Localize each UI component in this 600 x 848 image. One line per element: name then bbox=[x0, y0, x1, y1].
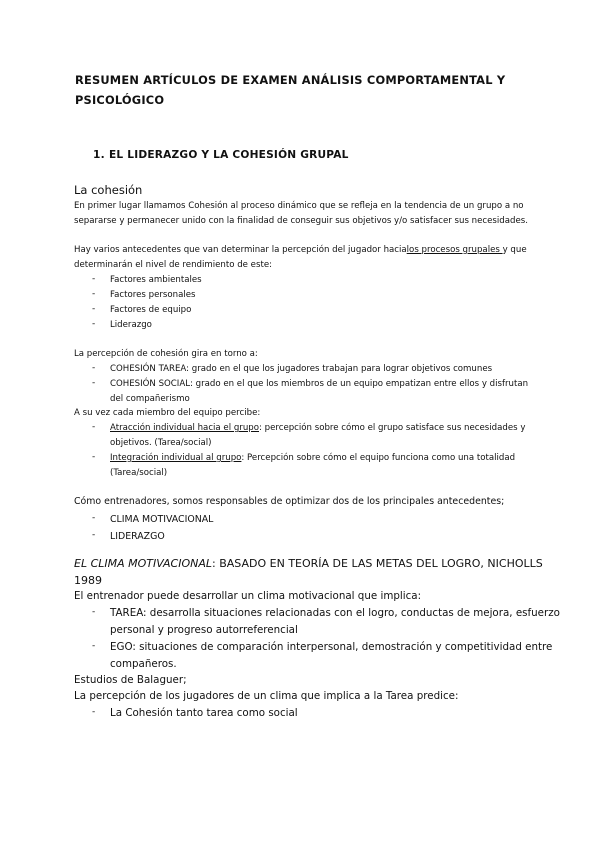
bullet-dash: - bbox=[92, 363, 96, 373]
coaches-item: LIDERAZGO bbox=[110, 531, 165, 542]
bullet-dash: - bbox=[92, 319, 96, 329]
integracion-text: : Percepción sobre cómo el equipo funciona como una totalidad bbox=[241, 453, 516, 463]
bullet-dash: - bbox=[92, 707, 96, 717]
atraccion-text: : percepción sobre cómo el grupo satisface sus necesidades y bbox=[259, 423, 526, 433]
clima-heading-rest: : BASADO EN TEORÍA DE LAS METAS DEL LOGRO, NICHOLLS bbox=[212, 557, 543, 570]
group-processes-link: los procesos grupales bbox=[406, 245, 503, 255]
clima-heading bbox=[74, 557, 543, 570]
section-title: EL LIDERAZGO Y LA COHESIÓN GRUPAL bbox=[109, 149, 349, 161]
coaches-item: CLIMA MOTIVACIONAL bbox=[110, 514, 214, 525]
predicts-item: La Cohesión tanto tarea como social bbox=[110, 707, 298, 719]
document-title-line2: PSICOLÓGICO bbox=[75, 93, 165, 107]
clima-ego-line2: compañeros. bbox=[110, 658, 177, 670]
clima-intro: El entrenador puede desarrollar un clima motivacional que implica: bbox=[74, 590, 422, 602]
bullet-dash: - bbox=[92, 513, 96, 523]
cohesion-definition-line2: separarse y permanecer unido con la finalidad de conseguir sus objetivos y/o satisfacer sus necesidades. bbox=[74, 216, 528, 226]
section-number: 1. bbox=[93, 149, 105, 161]
clima-tarea-line1: TAREA: desarrolla situaciones relacionadas con el logro, conductas de mejora, esfuerzo bbox=[110, 607, 560, 619]
cohesion-social-line2: del compañerismo bbox=[110, 394, 190, 404]
antecedents-line1 bbox=[74, 245, 527, 255]
bullet-dash: - bbox=[92, 530, 96, 540]
perception-intro: La percepción de cohesión gira en torno a: bbox=[74, 349, 258, 359]
atraccion-line2: objetivos. (Tarea/social) bbox=[110, 438, 212, 448]
cohesion-heading: La cohesión bbox=[74, 183, 143, 197]
bullet-dash: - bbox=[92, 452, 96, 462]
clima-tarea-line2: personal y progreso autorreferencial bbox=[110, 624, 298, 636]
clima-heading-italic: EL CLIMA MOTIVACIONAL bbox=[74, 557, 213, 570]
cohesion-social-line1: COHESIÓN SOCIAL: grado en el que los miembros de un equipo empatizan entre ellos y disfrutan bbox=[110, 379, 529, 389]
bullet-dash: - bbox=[92, 422, 96, 432]
bullet-dash: - bbox=[92, 304, 96, 314]
atraccion-line1 bbox=[110, 423, 525, 433]
document-title-line1: RESUMEN ARTÍCULOS DE EXAMEN ANÁLISIS COMPORTAMENTAL Y bbox=[75, 73, 506, 87]
cohesion-definition-line1: En primer lugar llamamos Cohesión al proceso dinámico que se refleja en la tendencia de un grupo a no bbox=[74, 201, 524, 211]
integracion-line1 bbox=[110, 453, 515, 463]
antecedents-line2: determinarán el nivel de rendimiento de este: bbox=[74, 260, 273, 270]
clima-ego-line1: EGO: situaciones de comparación interpersonal, demostración y competitividad entre bbox=[110, 641, 553, 653]
bullet-dash: - bbox=[92, 289, 96, 299]
predicts-intro: La percepción de los jugadores de un clima que implica a la Tarea predice: bbox=[74, 690, 459, 702]
factor-item: Factores ambientales bbox=[110, 275, 202, 285]
cohesion-tarea: COHESIÓN TAREA: grado en el que los jugadores trabajan para lograr objetivos comunes bbox=[110, 364, 493, 374]
bullet-dash: - bbox=[92, 607, 96, 617]
clima-year: 1989 bbox=[74, 574, 102, 587]
integracion-label: Integración individual al grupo bbox=[110, 453, 242, 463]
factor-item: Factores de equipo bbox=[110, 305, 192, 315]
bullet-dash: - bbox=[92, 274, 96, 284]
bullet-dash: - bbox=[92, 378, 96, 388]
integracion-line2: (Tarea/social) bbox=[110, 468, 168, 478]
studies-heading: Estudios de Balaguer; bbox=[74, 674, 187, 686]
antecedents-text: Hay varios antecedentes que van determinar la percepción del jugador hacia bbox=[74, 245, 407, 255]
coaches-intro: Cómo entrenadores, somos responsables de optimizar dos de los principales antecedentes; bbox=[74, 496, 505, 507]
antecedents-text-end: y que bbox=[502, 245, 527, 255]
factor-item: Liderazgo bbox=[110, 320, 152, 330]
bullet-dash: - bbox=[92, 641, 96, 651]
member-intro: A su vez cada miembro del equipo percibe: bbox=[74, 408, 261, 418]
factor-item: Factores personales bbox=[110, 290, 196, 300]
atraccion-label: Atracción individual hacia el grupo bbox=[110, 423, 259, 433]
